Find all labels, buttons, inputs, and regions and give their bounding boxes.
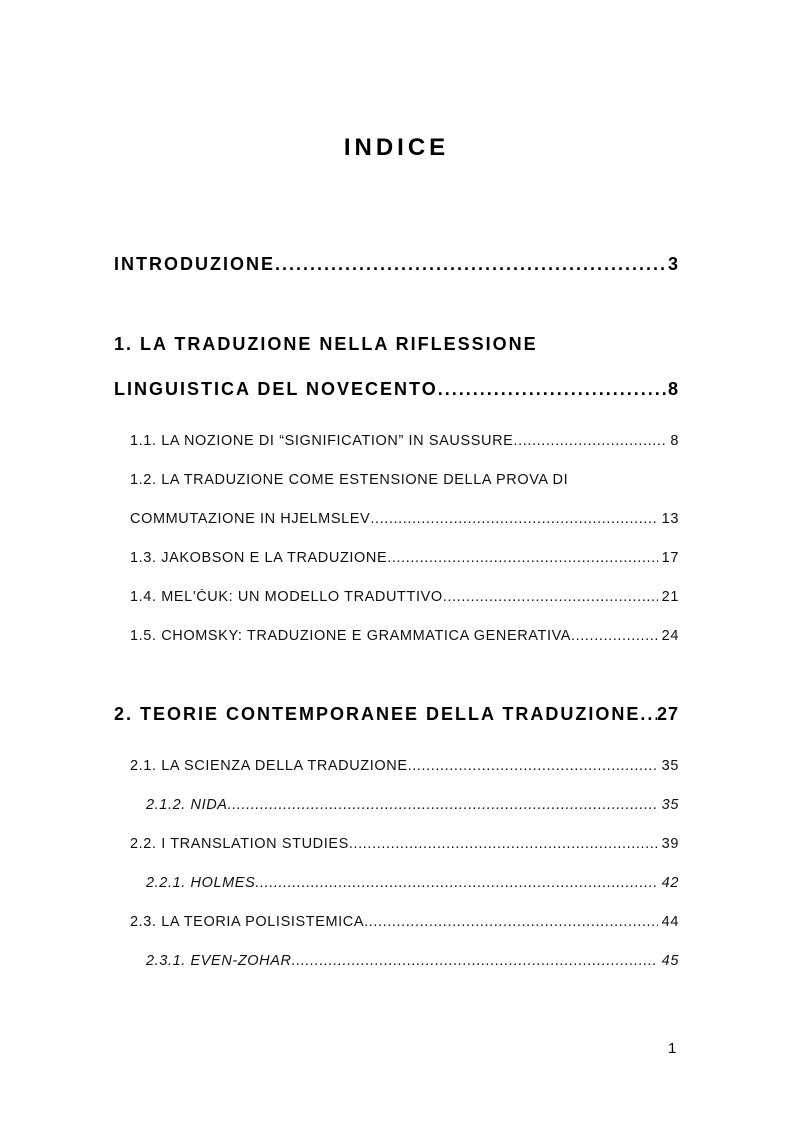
toc-page-number: 13 — [661, 511, 679, 527]
toc-leader-dots — [349, 836, 658, 852]
toc-label: 1.3. JAKOBSON E LA TRADUZIONE — [130, 550, 388, 566]
toc-label: 1.5. CHOMSKY: TRADUZIONE E GRAMMATICA GENERATIVA — [130, 628, 572, 644]
toc-page-number: 42 — [661, 875, 679, 891]
toc-page-number: 8 — [667, 379, 679, 399]
toc-label: 2.2.1. HOLMES — [146, 875, 256, 891]
toc-entry-2-1-2[interactable] — [146, 797, 679, 813]
toc-page-number: 24 — [661, 628, 679, 644]
toc-entry-chapter-1-line-1[interactable]: 1. LA TRADUZIONE NELLA RIFLESSIONE — [114, 334, 538, 354]
toc-page-number: 21 — [661, 589, 679, 605]
toc-leader-dots — [292, 953, 658, 969]
toc-leader-dots — [571, 628, 658, 644]
toc-page-number: 27 — [656, 704, 679, 724]
toc-entry-chapter-1[interactable] — [114, 379, 679, 400]
toc-label: 2.1.2. NIDA — [146, 797, 228, 813]
toc-label: 2.3.1. EVEN-ZOHAR — [146, 953, 292, 969]
toc-entry-1-4[interactable] — [130, 589, 679, 605]
toc-leader-dots — [443, 589, 658, 605]
toc-leader-dots — [275, 254, 668, 275]
toc-label: 1.1. LA NOZIONE DI “SIGNIFICATION” IN SAUSSURE — [130, 433, 514, 449]
toc-entry-2-2-1[interactable] — [146, 875, 679, 891]
toc-leader-dots — [513, 433, 666, 449]
toc-page-number: 35 — [661, 797, 679, 813]
toc-entry-2-2[interactable] — [130, 836, 679, 852]
toc-entry-1-1[interactable] — [130, 433, 679, 449]
toc-entry-2-1[interactable] — [130, 758, 679, 774]
toc-leader-dots — [640, 704, 657, 725]
toc-label: 2.3. LA TEORIA POLISISTEMICA — [130, 914, 365, 930]
toc-page-number: 45 — [661, 953, 679, 969]
toc-entry-2-3-1[interactable] — [146, 953, 679, 969]
toc-page-number: 35 — [661, 758, 679, 774]
toc-page-number: 44 — [661, 914, 679, 930]
toc-leader-dots — [408, 758, 658, 774]
toc-page-number: 8 — [670, 433, 679, 449]
toc-leader-dots — [387, 550, 657, 566]
toc-leader-dots — [438, 379, 668, 400]
page-number: 1 — [668, 1040, 677, 1057]
toc-label: 2.1. LA SCIENZA DELLA TRADUZIONE — [130, 758, 408, 774]
toc-label: INTRODUZIONE — [114, 254, 275, 274]
toc-leader-dots — [364, 914, 658, 930]
toc-entry-1-3[interactable] — [130, 550, 679, 566]
toc-leader-dots — [255, 875, 657, 891]
toc-entry-2-3[interactable] — [130, 914, 679, 930]
toc-leader-dots — [370, 511, 657, 527]
toc-leader-dots — [228, 797, 658, 813]
toc-label: 1.4. MEL'ČUK: UN MODELLO TRADUTTIVO — [130, 589, 443, 605]
page-title: INDICE — [343, 134, 450, 161]
toc-entry-1-2-line-1[interactable]: 1.2. LA TRADUZIONE COME ESTENSIONE DELLA PROVA DI — [130, 472, 569, 488]
toc-label: LINGUISTICA DEL NOVECENTO — [114, 379, 438, 399]
toc-page-number: 3 — [667, 254, 679, 274]
toc-label: 2. TEORIE CONTEMPORANEE DELLA TRADUZIONE — [114, 704, 641, 724]
toc-entry-1-5[interactable] — [130, 628, 679, 644]
toc-label: 2.2. I TRANSLATION STUDIES — [130, 836, 349, 852]
toc-entry-chapter-2[interactable] — [114, 704, 679, 725]
toc-entry-introduzione[interactable] — [114, 254, 679, 275]
toc-page-number: 39 — [661, 836, 679, 852]
toc-page-number: 17 — [661, 550, 679, 566]
toc-entry-1-2[interactable] — [130, 511, 679, 527]
toc-label: COMMUTAZIONE IN HJELMSLEV — [130, 511, 371, 527]
